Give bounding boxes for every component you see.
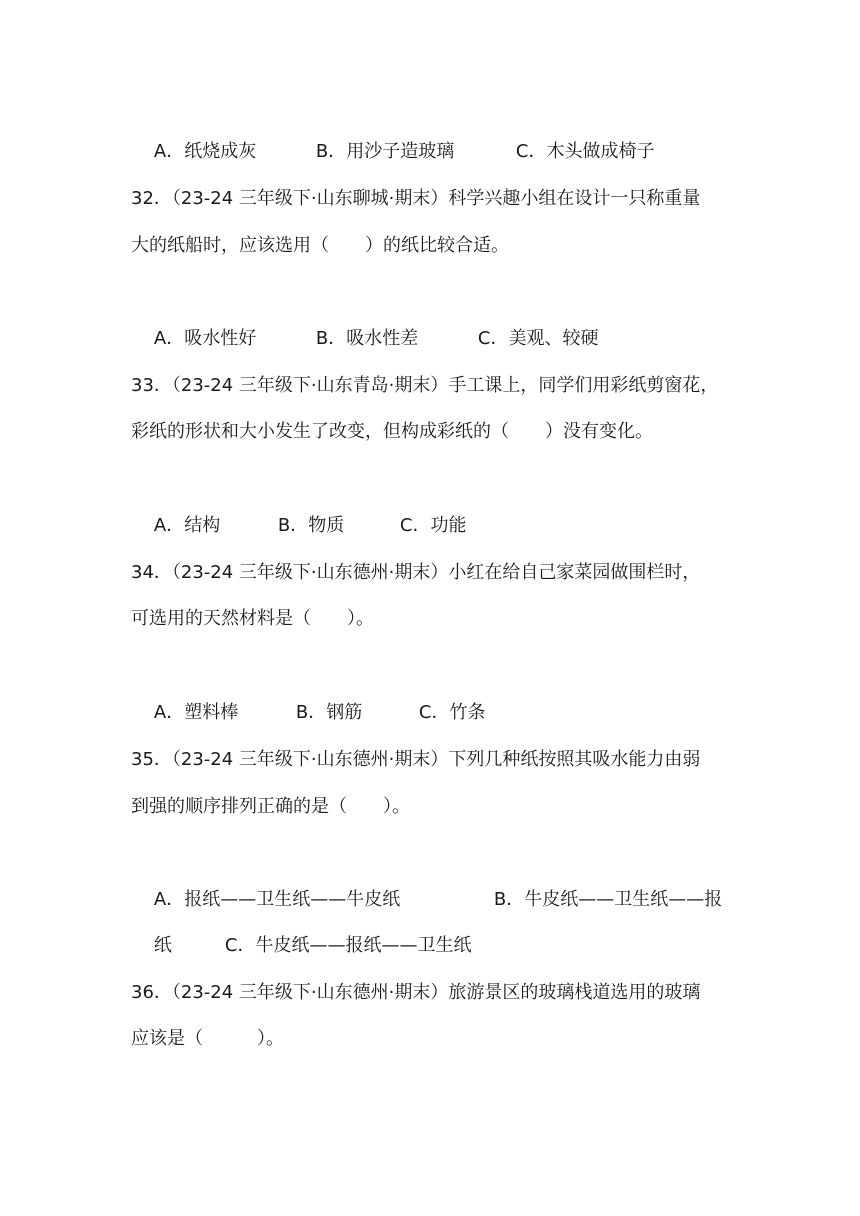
options-q35-line2 bbox=[131, 910, 471, 982]
option-c: C．竹条 bbox=[418, 702, 486, 723]
question-35-line1: 35．（23-24 三年级下·山东德州·期末）下列几种纸按照其吸水能力由弱 bbox=[131, 749, 701, 770]
option-b: B．物质 bbox=[277, 515, 345, 536]
question-33-line2: 彩纸的形状和大小发生了改变，但构成彩纸的（ ）没有变化。 bbox=[131, 421, 653, 442]
question-34-line2: 可选用的天然材料是（ ）。 bbox=[131, 608, 374, 629]
option-b: B．用沙子造玻璃 bbox=[315, 141, 455, 162]
options-q34 bbox=[131, 677, 485, 749]
question-34-line1: 34．（23-24 三年级下·山东德州·期末）小红在给自己家菜园做围栏时， bbox=[131, 562, 701, 583]
question-32-line1: 32．（23-24 三年级下·山东聊城·期末）科学兴趣小组在设计一只称重量 bbox=[131, 188, 701, 209]
question-32-line2: 大的纸船时，应该选用（ ）的纸比较合适。 bbox=[131, 235, 509, 256]
option-a: A．纸烧成灰 bbox=[153, 141, 257, 162]
option-b-continued: 纸 bbox=[153, 935, 172, 956]
option-a: A．塑料棒 bbox=[153, 702, 239, 723]
option-b: B．牛皮纸——卫生纸——报 bbox=[493, 889, 723, 910]
question-35-line2: 到强的顺序排列正确的是（ ）。 bbox=[131, 796, 410, 817]
option-c: C．功能 bbox=[399, 515, 467, 536]
option-b: B．吸水性差 bbox=[315, 328, 419, 349]
options-q31 bbox=[131, 116, 654, 188]
option-b: B．钢筋 bbox=[295, 702, 363, 723]
options-q32 bbox=[131, 303, 598, 375]
option-c: C．美观、较硬 bbox=[477, 328, 599, 349]
option-a: A．报纸——卫生纸——牛皮纸 bbox=[153, 889, 401, 910]
option-c: C．牛皮纸——报纸——卫生纸 bbox=[224, 935, 472, 956]
option-c: C．木头做成椅子 bbox=[515, 141, 655, 162]
question-36-line2: 应该是（ ）。 bbox=[131, 1028, 284, 1049]
option-a: A．结构 bbox=[153, 515, 221, 536]
question-36-line1: 36．（23-24 三年级下·山东德州·期末）旅游景区的玻璃栈道选用的玻璃 bbox=[131, 982, 701, 1003]
option-a: A．吸水性好 bbox=[153, 328, 257, 349]
options-q33 bbox=[131, 490, 466, 562]
question-33-line1: 33．（23-24 三年级下·山东青岛·期末）手工课上，同学们用彩纸剪窗花， bbox=[131, 375, 719, 396]
